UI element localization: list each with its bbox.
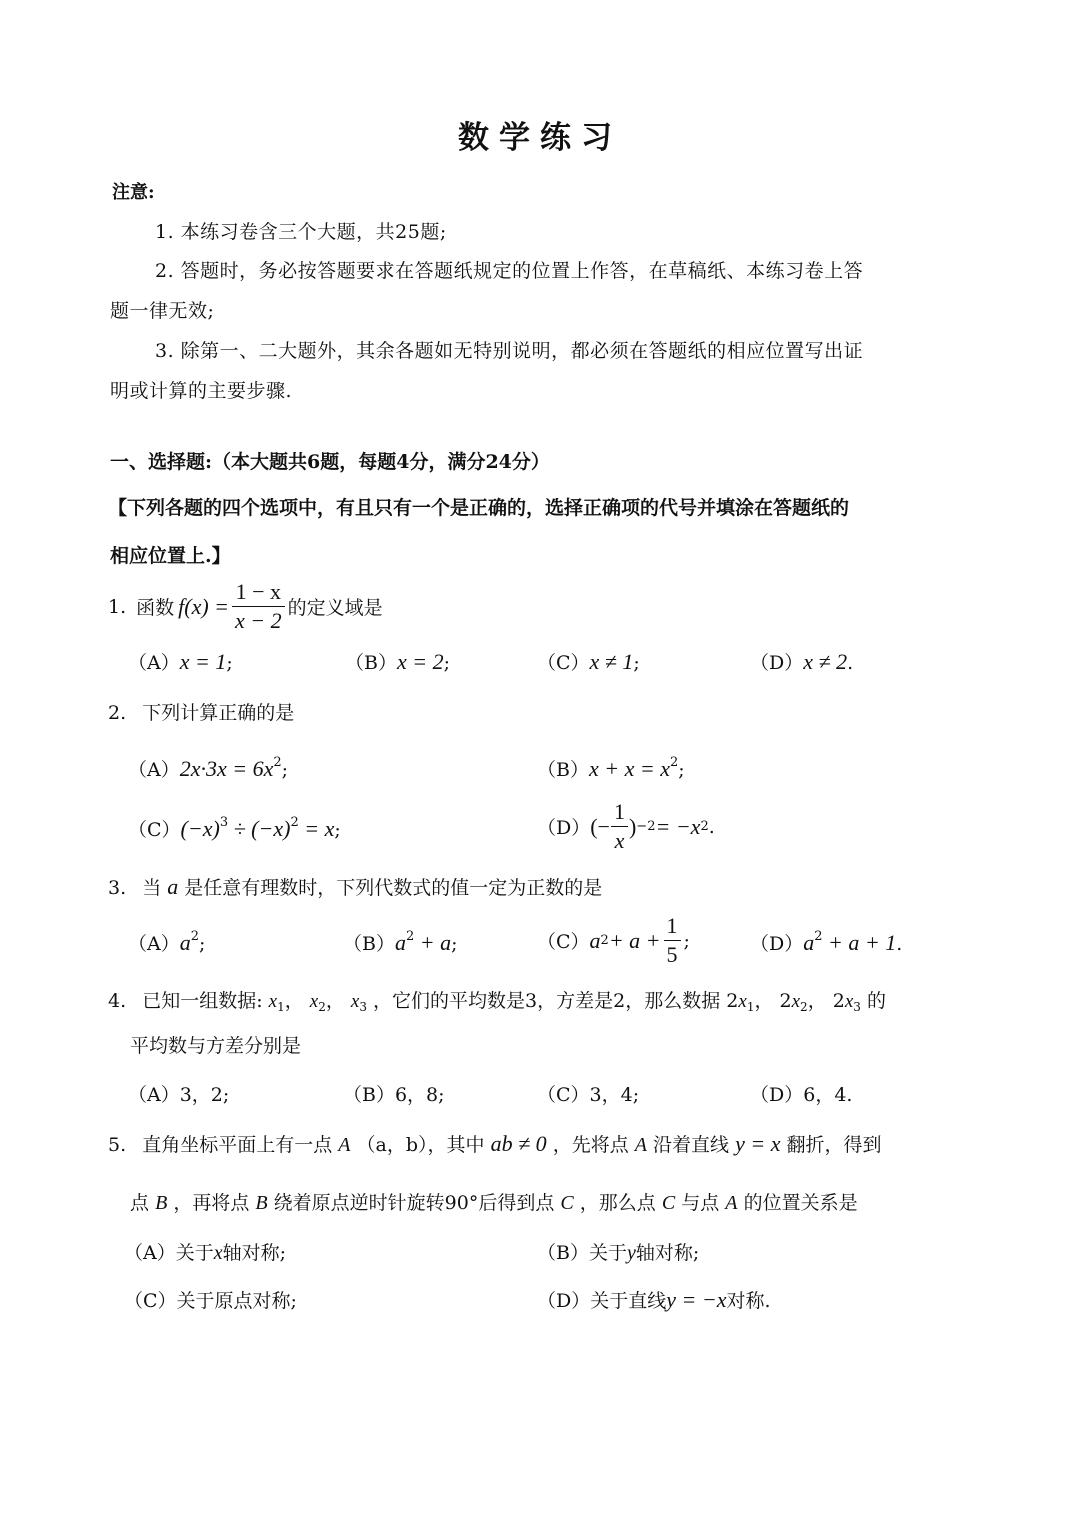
option-separator: ;	[678, 759, 685, 781]
page-title: 数学练习	[458, 120, 622, 156]
question-number: 3.	[108, 877, 127, 899]
question-text: 沿着直线	[653, 1134, 730, 1156]
question-text: 当	[142, 877, 162, 899]
question-4-line-2: 平均数与方差分别是	[130, 1035, 302, 1057]
q4-option-a: （A）3，2;	[128, 1084, 230, 1106]
exponent: 2	[190, 929, 200, 944]
question-text: ，先将点	[552, 1134, 629, 1156]
option-label: （B）	[537, 1242, 589, 1264]
option-expression: (−	[590, 813, 610, 839]
question-text: 翻折，得到	[786, 1134, 882, 1156]
variable: x	[309, 991, 319, 1012]
question-text: 与点	[681, 1192, 720, 1214]
notice-heading: 注意:	[112, 182, 155, 203]
punctuation: ，	[807, 990, 827, 1012]
punctuation: ，	[325, 990, 345, 1012]
fraction-numerator: 1	[664, 912, 681, 941]
option-text: 关于直线	[590, 1290, 667, 1312]
q2-option-d: （D） (− $\frac{1}{x}$ ) −2 = −x 2 .	[537, 799, 715, 853]
option-expression: a	[803, 930, 815, 955]
fraction-denominator: x − 2	[235, 608, 282, 633]
q1-option-a	[128, 648, 233, 675]
fraction	[232, 578, 285, 635]
point-label: C	[560, 1192, 574, 1214]
option-separator: ;	[281, 759, 289, 781]
option-label: （A）	[128, 759, 180, 781]
question-text: 是任意有理数时，下列代数式的值一定为正数的是	[184, 877, 603, 899]
question-number: 2.	[108, 702, 127, 724]
subscript: 3	[359, 1000, 367, 1014]
q5-option-b	[537, 1238, 699, 1265]
question-text: 直角坐标平面上有一点	[142, 1134, 333, 1156]
question-number: 5.	[108, 1134, 127, 1156]
option-end: .	[847, 652, 854, 674]
option-label: （B）	[537, 759, 589, 781]
question-text: 绕着原点逆时针旋转90°后得到点	[273, 1192, 555, 1214]
variable: x	[268, 991, 278, 1012]
notice-item-2-line-2: 题一律无效;	[110, 300, 215, 322]
question-text: ，那么点	[579, 1192, 656, 1214]
coefficient: 2	[779, 990, 792, 1012]
section-1-heading: 一、选择题:（本大题共6题，每题4分，满分24分）	[110, 451, 550, 473]
exponent: 2	[290, 815, 299, 830]
subscript: 1	[746, 1000, 755, 1014]
subscript: 2	[800, 1000, 808, 1014]
option-expression: a	[589, 927, 601, 953]
fraction-denominator: x	[614, 828, 625, 853]
option-end: .	[708, 815, 715, 838]
q4-option-c: （C）3，4;	[537, 1084, 640, 1106]
punctuation: ，	[284, 990, 304, 1012]
option-separator: ;	[633, 652, 640, 674]
exponent: 2	[405, 929, 415, 944]
q4-option-d: （D）6，4.	[750, 1084, 853, 1106]
exponent: 3	[219, 815, 229, 830]
question-text: （a，b），其中	[356, 1134, 485, 1156]
question-text: 已知一组数据:	[142, 990, 263, 1012]
q5-option-a	[124, 1238, 286, 1265]
option-expression: x + x = x	[588, 756, 670, 781]
option-expression: a	[394, 930, 406, 955]
section-1-instruction-line-2: 相应位置上.】	[110, 545, 231, 567]
option-end: .	[896, 933, 903, 955]
fraction-numerator: 1	[611, 798, 628, 827]
option-separator: ;	[683, 929, 690, 952]
variable: y	[626, 1242, 636, 1264]
option-expression: ÷ (−x)	[228, 816, 291, 841]
point-label: A	[634, 1134, 647, 1156]
variable: x	[213, 1242, 223, 1264]
variable: x	[791, 991, 801, 1012]
subscript: 1	[277, 1000, 285, 1014]
option-separator: ;	[199, 933, 206, 955]
option-separator: ;	[334, 819, 341, 841]
question-5-line-2	[130, 1188, 858, 1215]
option-separator: ;	[226, 652, 233, 674]
q2-option-b	[537, 755, 685, 782]
section-1-instruction-line-1: 【下列各题的四个选项中，有且只有一个是正确的，选择正确项的代号并填涂在答题纸的	[108, 497, 850, 519]
option-separator: ;	[451, 933, 458, 955]
notice-item-3-line-1: 3. 除第一、二大题外，其余各题如无特别说明，都必须在答题纸的相应位置写出证	[155, 340, 864, 362]
q1-option-c	[537, 648, 640, 675]
option-label: （A）	[128, 933, 180, 955]
option-expression: = −x	[655, 813, 701, 839]
question-text: 点	[130, 1192, 150, 1214]
option-label: （A）	[128, 652, 180, 674]
point-label: A	[725, 1192, 738, 1214]
point-label: A	[338, 1134, 351, 1156]
question-number: 4.	[108, 990, 127, 1012]
option-text: 关于	[175, 1242, 214, 1264]
q5-option-c	[124, 1286, 297, 1313]
option-expression: x = 1	[179, 649, 227, 674]
question-text: 函数	[136, 597, 175, 619]
option-expression: 2x·3x = 6x	[179, 756, 274, 781]
point-label: C	[661, 1192, 676, 1214]
notice-item-3-line-2: 明或计算的主要步骤.	[110, 380, 293, 402]
option-text: 关于原点对称;	[176, 1290, 297, 1312]
subscript: 3	[853, 1000, 861, 1014]
question-1	[108, 578, 383, 635]
punctuation: ，	[754, 990, 774, 1012]
line-expression: y = −x	[666, 1287, 727, 1312]
coefficient: 2	[832, 990, 845, 1012]
q2-option-a	[128, 755, 288, 782]
point-label: B	[255, 1192, 268, 1214]
question-3	[108, 873, 602, 900]
fraction-numerator: 1 − x	[232, 578, 285, 607]
question-number: 1.	[108, 595, 127, 618]
option-separator: ;	[443, 652, 450, 674]
option-expression: = x	[298, 816, 335, 841]
fraction-denominator: 5	[666, 942, 678, 967]
option-expression: + a +	[608, 927, 661, 953]
q2-option-c	[128, 815, 341, 842]
q3-option-b	[343, 929, 458, 956]
exponent: 2	[669, 755, 679, 770]
question-text: ，再将点	[173, 1192, 250, 1214]
option-expression: (−x)	[180, 816, 220, 841]
option-text: 轴对称;	[635, 1242, 700, 1264]
q3-option-a	[128, 929, 205, 956]
notice-item-2-line-1: 2. 答题时，务必按答题要求在答题纸规定的位置上作答，在草稿纸、本练习卷上答	[155, 260, 864, 282]
option-label: （B）	[343, 933, 395, 955]
function-expression: f(x) =	[178, 593, 230, 619]
option-expression: + a	[414, 930, 452, 955]
q3-option-c: （C） a 2 + a + $\frac{1}{5}$ ;	[537, 913, 690, 967]
exponent: 2	[814, 929, 823, 944]
notice-item-1: 1. 本练习卷含三个大题，共25题;	[155, 221, 447, 243]
option-label: （D）	[750, 933, 804, 955]
question-text: 的位置关系是	[743, 1192, 858, 1214]
subscript: 2	[318, 1000, 326, 1014]
variable: x	[738, 991, 747, 1012]
option-label: （C）	[537, 931, 590, 953]
option-expression: x ≠ 2	[803, 649, 848, 674]
option-expression: )	[628, 813, 637, 839]
option-expression: + a + 1	[822, 930, 897, 955]
variable: a	[167, 874, 179, 899]
line-expression: y = x	[735, 1131, 781, 1156]
option-label: （D）	[750, 652, 804, 674]
option-expression: x ≠ 1	[589, 649, 634, 674]
question-5-line-1	[108, 1130, 882, 1157]
q4-option-b: （B）6，8;	[343, 1084, 445, 1106]
option-text: 轴对称;	[222, 1242, 287, 1264]
option-expression: a	[179, 930, 191, 955]
q1-option-d	[750, 648, 853, 675]
condition-expression: ab ≠ 0	[490, 1131, 547, 1156]
question-2	[108, 698, 294, 725]
option-label: （A）	[124, 1242, 176, 1264]
q3-option-d	[750, 929, 902, 956]
option-expression: x = 2	[396, 649, 444, 674]
option-label: （D）	[537, 817, 591, 839]
question-text: 下列计算正确的是	[142, 702, 295, 724]
exponent: 2	[273, 755, 282, 770]
option-label: （D）	[537, 1290, 591, 1312]
question-text: ，它们的平均数是3，方差是2，那么数据	[373, 990, 721, 1012]
q1-option-b	[345, 648, 450, 675]
option-label: （C）	[537, 652, 590, 674]
question-text: 的定义域是	[287, 597, 383, 619]
question-text: 的	[866, 990, 886, 1012]
q5-option-d	[537, 1286, 771, 1313]
option-label: （C）	[124, 1290, 177, 1312]
option-text: 对称.	[726, 1290, 771, 1312]
option-text: 关于	[588, 1242, 627, 1264]
variable: x	[350, 991, 360, 1012]
variable: x	[844, 991, 854, 1012]
option-label: （B）	[345, 652, 397, 674]
fraction	[611, 798, 628, 855]
question-4-line-1	[108, 986, 886, 1013]
option-label: （C）	[128, 819, 181, 841]
coefficient: 2	[726, 990, 739, 1012]
fraction	[664, 912, 681, 969]
point-label: B	[155, 1192, 168, 1214]
